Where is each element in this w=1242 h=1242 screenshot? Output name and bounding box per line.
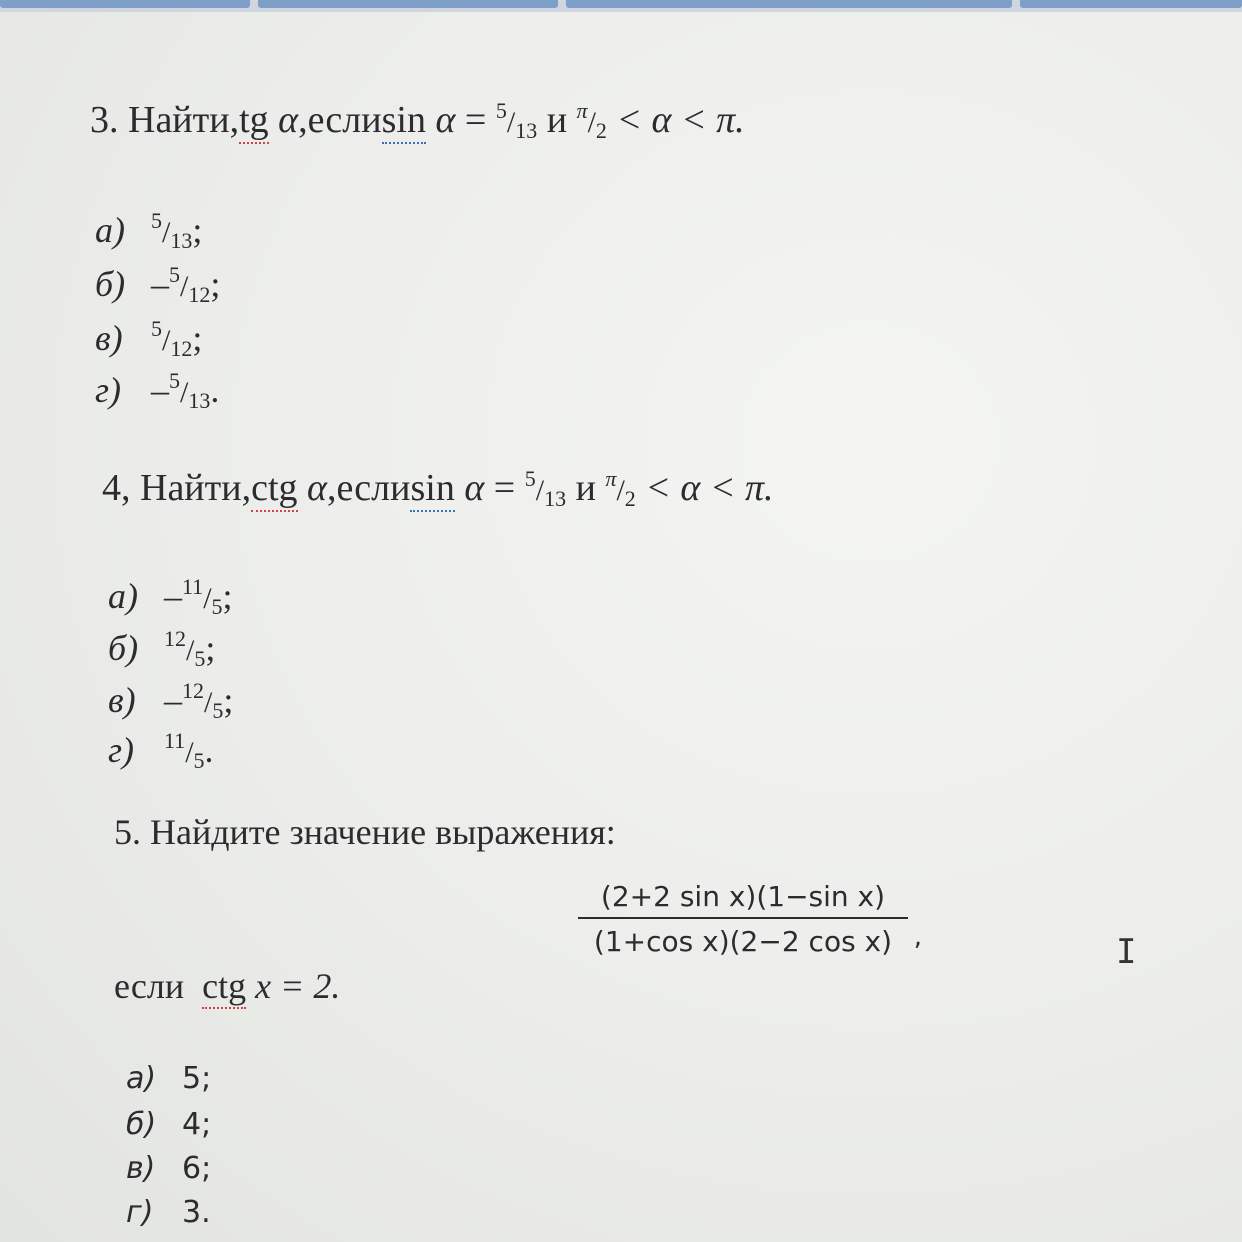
option-label: б) — [126, 1107, 157, 1142]
fraction-numerator: 5 — [495, 98, 507, 123]
option-label: г) — [95, 370, 122, 410]
option-label: г) — [108, 730, 135, 770]
range-tail: < α < π. — [645, 467, 774, 509]
option-numerator: 11 — [164, 728, 186, 753]
tab-2[interactable] — [258, 0, 558, 8]
function-name: tg — [239, 99, 269, 144]
conjunction: и — [575, 467, 596, 509]
condition-rest: x = 2. — [255, 966, 341, 1006]
option-denominator: 5 — [193, 748, 205, 773]
q4-option-d[interactable]: г) $^{11}$/5. — [108, 728, 214, 773]
q4-option-a[interactable]: а) –$^{11}$/5; — [108, 574, 233, 619]
function-name: ctg — [202, 966, 246, 1009]
equals-sign: = — [493, 467, 516, 509]
question-4: 4, Найти,ctg α,еслиsin α = $^5$/13 и $^\pi$/2 < α < π. — [102, 466, 774, 511]
question-mid: ,если — [298, 99, 382, 141]
option-end: ; — [192, 318, 203, 358]
option-numerator: 5 — [151, 316, 162, 341]
option-label: б) — [108, 628, 139, 668]
option-denominator: 13 — [170, 228, 193, 253]
option-label: в) — [95, 318, 123, 358]
option-label: а) — [95, 210, 125, 250]
option-numerator: 5 — [169, 368, 180, 393]
option-sign: – — [164, 680, 182, 720]
question-mid: ,если — [326, 467, 411, 509]
tab-1[interactable] — [0, 0, 250, 8]
option-end: . — [210, 370, 220, 410]
q4-option-c[interactable]: в) –$^{12}$/5; — [108, 678, 234, 723]
range-denominator: 2 — [624, 486, 636, 511]
q5-option-b[interactable] — [126, 1107, 212, 1142]
option-value: 6; — [182, 1151, 212, 1186]
option-numerator: 5 — [169, 262, 180, 287]
question-text: Найдите значение выражения: — [150, 812, 616, 852]
option-numerator: 5 — [151, 208, 162, 233]
fraction-denominator: 13 — [544, 486, 567, 511]
option-denominator: 12 — [170, 336, 193, 361]
equals-sign: = — [464, 99, 487, 141]
condition-prefix: если — [114, 966, 185, 1006]
option-sign: – — [164, 576, 182, 616]
range-numerator: π — [605, 466, 617, 491]
option-label: а) — [108, 576, 138, 616]
option-denominator: 5 — [212, 698, 224, 723]
option-end: . — [204, 730, 214, 770]
question-3: 3. Найти,tg α,еслиsin α = $^5$/13 и $^\pi$/2 < α < π. — [90, 98, 745, 143]
expression-numerator: (2+2 sin x)(1−sin x) — [600, 880, 886, 913]
option-label: б) — [95, 264, 126, 304]
option-denominator: 13 — [188, 388, 211, 413]
option-denominator: 12 — [188, 282, 211, 307]
question-number: 4, — [102, 467, 131, 509]
q3-option-d[interactable]: г) –$^5$/13. — [95, 368, 220, 413]
range-numerator: π — [576, 98, 588, 123]
option-end: ; — [222, 576, 233, 616]
function-name: sin — [382, 99, 426, 144]
expression-fraction — [578, 880, 922, 958]
variable: α — [278, 99, 299, 141]
option-label: в) — [126, 1151, 156, 1186]
option-denominator: 5 — [194, 646, 206, 671]
option-label: в) — [108, 680, 136, 720]
window-top-bar — [0, 0, 1242, 12]
option-denominator: 5 — [211, 594, 223, 619]
q3-option-b[interactable]: б) –$^5$/12; — [95, 262, 221, 307]
function-name: sin — [410, 467, 454, 512]
option-end: ; — [210, 264, 221, 304]
q3-option-c[interactable]: в) $^5$/12; — [95, 316, 203, 361]
document-page[interactable] — [0, 12, 1242, 1242]
option-numerator: 12 — [164, 626, 186, 651]
option-value: 4; — [182, 1107, 212, 1142]
expression-denominator: (1+cos x)(2−2 cos x) — [593, 925, 893, 958]
question-prefix: Найти, — [140, 467, 252, 509]
option-label: г) — [126, 1195, 154, 1230]
option-label: а) — [126, 1061, 157, 1096]
condition-line — [114, 968, 340, 1004]
text-cursor-icon: I — [1116, 932, 1137, 972]
option-end: ; — [192, 210, 203, 250]
tab-3[interactable] — [566, 0, 1012, 8]
option-end: ; — [205, 628, 216, 668]
range-denominator: 2 — [595, 118, 607, 143]
conjunction: и — [546, 99, 568, 141]
q5-option-d[interactable] — [126, 1195, 211, 1230]
q5-option-c[interactable] — [126, 1151, 212, 1186]
option-end: ; — [223, 680, 234, 720]
question-5 — [114, 814, 616, 850]
expression-comma: , — [913, 922, 922, 952]
option-sign: – — [151, 370, 169, 410]
q5-option-a[interactable] — [126, 1061, 212, 1096]
function-name: ctg — [251, 467, 297, 512]
q3-option-a[interactable]: а) $^5$/13; — [95, 208, 203, 253]
question-number: 3. — [90, 99, 119, 141]
option-numerator: 12 — [182, 678, 204, 703]
question-prefix: Найти, — [128, 99, 240, 141]
question-number: 5. — [114, 812, 141, 852]
variable: α — [307, 467, 327, 509]
option-numerator: 11 — [182, 574, 204, 599]
range-tail: < α < π. — [616, 99, 745, 141]
option-sign: – — [151, 264, 169, 304]
option-value: 3. — [182, 1195, 211, 1230]
tab-4[interactable] — [1020, 0, 1242, 8]
fraction-numerator: 5 — [524, 466, 536, 491]
q4-option-b[interactable]: б) $^{12}$/5; — [108, 626, 216, 671]
variable: α — [435, 99, 456, 141]
fraction-denominator: 13 — [515, 118, 538, 143]
variable: α — [464, 467, 485, 509]
option-value: 5; — [182, 1061, 212, 1096]
